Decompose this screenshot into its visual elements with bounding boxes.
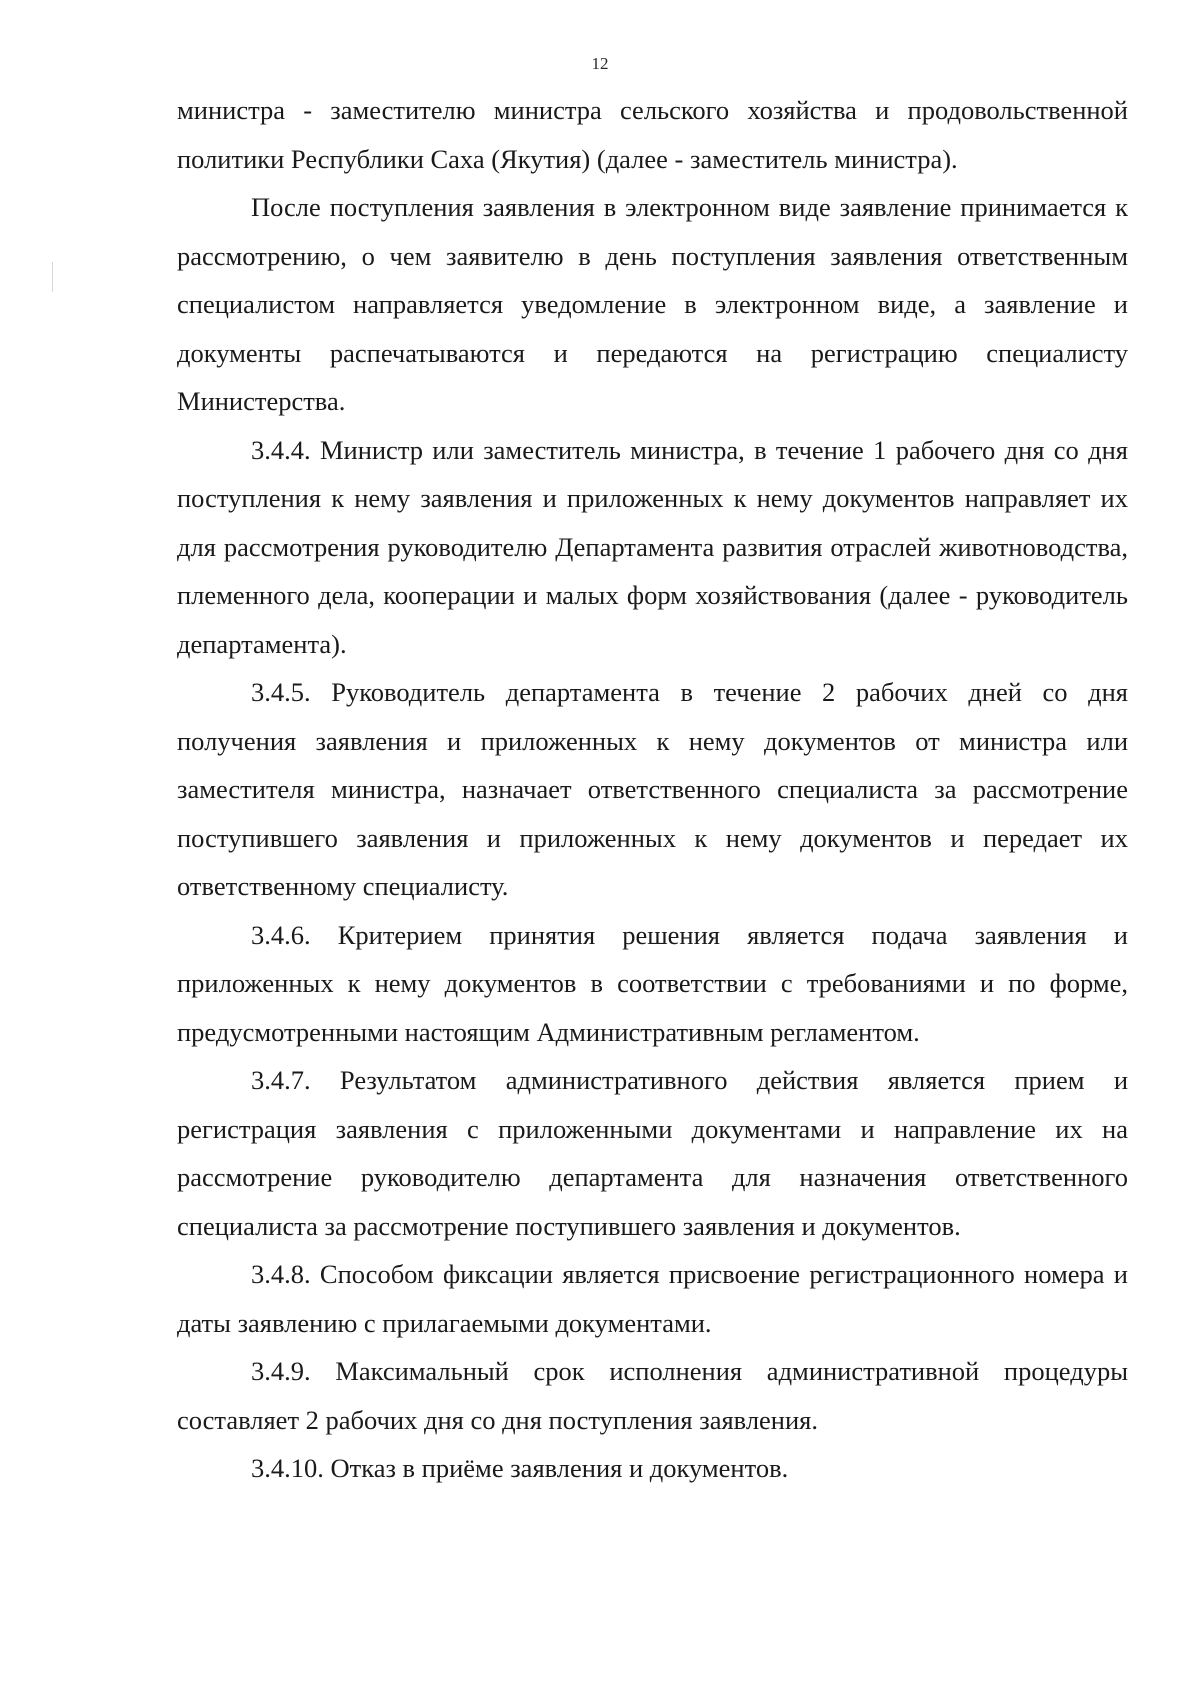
paragraph-continuation: министра - заместителю министра сельского хозяйства и продовольственной политики Республики Саха (Якутия) (далее - заместитель министра).: [177, 95, 1128, 174]
paragraph-3-4-7: 3.4.7. Результатом административного действия является прием и регистрация заявления с приложенными документами и направление их на рассмотрение руководителю департамента для назначения ответственного специалиста за рассмотрение поступившего заявления и документов.: [177, 1065, 1128, 1241]
page-number: 12: [591, 54, 609, 73]
paragraph-3-4-10: 3.4.10. Отказ в приёме заявления и документов.: [251, 1453, 789, 1483]
margin-scan-mark: [52, 262, 53, 292]
paragraph-3-4-5: 3.4.5. Руководитель департамента в течение 2 рабочих дней со дня получения заявления и приложенных к нему документов от министра или заместителя министра, назначает ответственного специалиста за рассмотрение поступившего заявления и приложенных к нему документов и передает их ответственному специалисту.: [177, 677, 1128, 901]
document-body: [177, 86, 1128, 1493]
paragraph-3-4-9: 3.4.9. Максимальный срок исполнения административной процедуры составляет 2 рабочих дня со дня поступления заявления.: [177, 1356, 1128, 1435]
paragraph-electronic-submission: После поступления заявления в электронном виде заявление принимается к рассмотрению, о чем заявителю в день поступления заявления ответственным специалистом направляется уведомление в электронном виде, а заявление и документы распечатываются и передаются на регистрацию специалисту Министерства.: [177, 192, 1128, 416]
paragraph-3-4-6: 3.4.6. Критерием принятия решения является подача заявления и приложенных к нему документов в соответствии с требованиями и по форме, предусмотренными настоящим Административным регламентом.: [177, 919, 1128, 1047]
paragraph-3-4-4: 3.4.4. Министр или заместитель министра, в течение 1 рабочего дня со дня поступления к нему заявления и приложенных к нему документов направляет их для рассмотрения руководителю Департамента развития отраслей животноводства, племенного дела, кооперации и малых форм хозяйствования (далее - руководитель департамента).: [177, 434, 1128, 659]
paragraph-3-4-8: 3.4.8. Способом фиксации является присвоение регистрационного номера и даты заявлению с прилагаемыми документами.: [177, 1259, 1128, 1338]
